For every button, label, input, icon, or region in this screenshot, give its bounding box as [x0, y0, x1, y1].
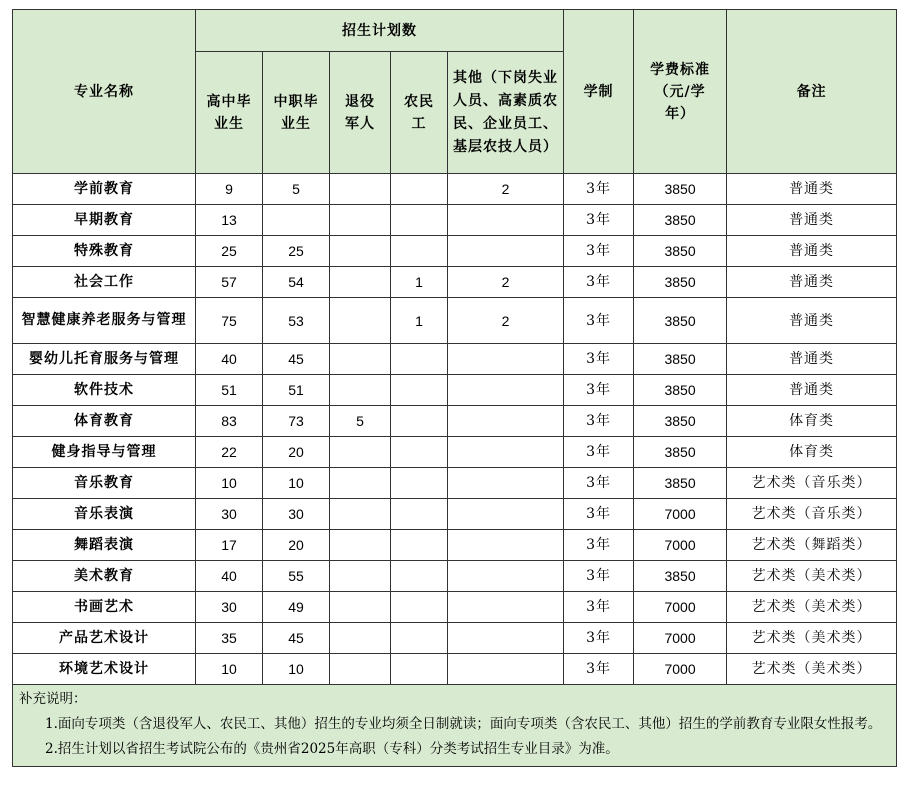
- cell-note: 普通类: [727, 205, 897, 236]
- cell-vocational: 25: [263, 236, 330, 267]
- table-row: [13, 267, 897, 298]
- header-vocational: 中职毕业生: [263, 52, 330, 174]
- cell-duration: 3年: [564, 623, 634, 654]
- cell-veteran: [330, 437, 391, 468]
- cell-note: 体育类: [727, 406, 897, 437]
- cell-high-school: 22: [196, 437, 263, 468]
- cell-veteran: [330, 375, 391, 406]
- cell-note: 艺术类（美术类）: [727, 623, 897, 654]
- cell-veteran: [330, 654, 391, 685]
- table-row: [13, 468, 897, 499]
- header-migrant-worker: 农民工: [391, 52, 448, 174]
- cell-note: 普通类: [727, 236, 897, 267]
- cell-high-school: 25: [196, 236, 263, 267]
- cell-other: [448, 561, 564, 592]
- cell-tuition: 3850: [634, 437, 727, 468]
- cell-migrant-worker: 1: [391, 298, 448, 344]
- cell-major: 环境艺术设计: [13, 654, 196, 685]
- cell-tuition: 3850: [634, 468, 727, 499]
- cell-veteran: [330, 298, 391, 344]
- cell-veteran: [330, 623, 391, 654]
- cell-duration: 3年: [564, 592, 634, 623]
- cell-migrant-worker: [391, 375, 448, 406]
- cell-duration: 3年: [564, 406, 634, 437]
- cell-tuition: 7000: [634, 530, 727, 561]
- cell-vocational: 53: [263, 298, 330, 344]
- cell-high-school: 9: [196, 174, 263, 205]
- cell-duration: 3年: [564, 437, 634, 468]
- cell-other: [448, 623, 564, 654]
- cell-other: 2: [448, 267, 564, 298]
- cell-vocational: 5: [263, 174, 330, 205]
- cell-other: [448, 530, 564, 561]
- header-other: 其他（下岗失业人员、高素质农民、企业员工、基层农技人员）: [448, 52, 564, 174]
- cell-other: [448, 205, 564, 236]
- cell-major: 产品艺术设计: [13, 623, 196, 654]
- cell-duration: 3年: [564, 375, 634, 406]
- header-high-school: 高中毕业生: [196, 52, 263, 174]
- cell-duration: 3年: [564, 298, 634, 344]
- cell-note: 艺术类（舞蹈类）: [727, 530, 897, 561]
- cell-other: [448, 236, 564, 267]
- cell-note: 艺术类（美术类）: [727, 592, 897, 623]
- cell-vocational: 54: [263, 267, 330, 298]
- cell-note: 普通类: [727, 174, 897, 205]
- cell-vocational: 45: [263, 344, 330, 375]
- cell-duration: 3年: [564, 174, 634, 205]
- cell-major: 智慧健康养老服务与管理: [13, 298, 196, 344]
- cell-major: 美术教育: [13, 561, 196, 592]
- table-row: [13, 344, 897, 375]
- table-row: [13, 654, 897, 685]
- cell-migrant-worker: [391, 561, 448, 592]
- cell-migrant-worker: [391, 468, 448, 499]
- cell-duration: 3年: [564, 561, 634, 592]
- cell-tuition: 3850: [634, 406, 727, 437]
- cell-migrant-worker: [391, 623, 448, 654]
- table-row: [13, 592, 897, 623]
- cell-tuition: 3850: [634, 561, 727, 592]
- cell-tuition: 7000: [634, 499, 727, 530]
- header-major: 专业名称: [13, 10, 196, 174]
- cell-major: 社会工作: [13, 267, 196, 298]
- header-note: 备注: [727, 10, 897, 174]
- cell-high-school: 10: [196, 468, 263, 499]
- cell-major: 学前教育: [13, 174, 196, 205]
- table-row: [13, 205, 897, 236]
- cell-veteran: [330, 267, 391, 298]
- cell-veteran: [330, 499, 391, 530]
- cell-migrant-worker: [391, 592, 448, 623]
- cell-other: [448, 375, 564, 406]
- cell-duration: 3年: [564, 654, 634, 685]
- table-row: [13, 530, 897, 561]
- cell-vocational: 10: [263, 468, 330, 499]
- cell-tuition: 3850: [634, 344, 727, 375]
- cell-major: 特殊教育: [13, 236, 196, 267]
- enrollment-plan-table: [12, 9, 897, 767]
- cell-major: 舞蹈表演: [13, 530, 196, 561]
- table-row: [13, 499, 897, 530]
- cell-tuition: 3850: [634, 375, 727, 406]
- cell-other: [448, 592, 564, 623]
- cell-high-school: 13: [196, 205, 263, 236]
- header-duration: 学制: [564, 10, 634, 174]
- cell-duration: 3年: [564, 530, 634, 561]
- cell-duration: 3年: [564, 236, 634, 267]
- cell-veteran: [330, 344, 391, 375]
- cell-veteran: [330, 205, 391, 236]
- note-item-1: 1.面向专项类（含退役军人、农民工、其他）招生的专业均须全日制就读；面向专项类（含农民工、其他）招生的学前教育专业限女性报考。: [45, 716, 882, 732]
- cell-high-school: 30: [196, 592, 263, 623]
- cell-veteran: [330, 530, 391, 561]
- cell-note: 艺术类（美术类）: [727, 654, 897, 685]
- table-row: [13, 236, 897, 267]
- cell-migrant-worker: [391, 406, 448, 437]
- cell-major: 软件技术: [13, 375, 196, 406]
- cell-tuition: 3850: [634, 236, 727, 267]
- cell-note: 艺术类（音乐类）: [727, 468, 897, 499]
- cell-other: 2: [448, 174, 564, 205]
- cell-tuition: 7000: [634, 654, 727, 685]
- cell-high-school: 51: [196, 375, 263, 406]
- cell-high-school: 75: [196, 298, 263, 344]
- cell-duration: 3年: [564, 344, 634, 375]
- cell-other: [448, 654, 564, 685]
- cell-migrant-worker: [391, 344, 448, 375]
- cell-vocational: 49: [263, 592, 330, 623]
- cell-other: [448, 499, 564, 530]
- cell-major: 体育教育: [13, 406, 196, 437]
- cell-veteran: [330, 468, 391, 499]
- table-row: [13, 437, 897, 468]
- cell-vocational: 20: [263, 530, 330, 561]
- cell-major: 音乐教育: [13, 468, 196, 499]
- table-body: [13, 174, 897, 685]
- cell-major: 早期教育: [13, 205, 196, 236]
- table-row: [13, 375, 897, 406]
- cell-note: 艺术类（美术类）: [727, 561, 897, 592]
- cell-migrant-worker: [391, 236, 448, 267]
- cell-other: [448, 406, 564, 437]
- header-plan-group: 招生计划数: [196, 10, 564, 52]
- cell-duration: 3年: [564, 499, 634, 530]
- cell-tuition: 7000: [634, 623, 727, 654]
- cell-note: 普通类: [727, 344, 897, 375]
- cell-tuition: 3850: [634, 174, 727, 205]
- supplementary-notes: [13, 685, 897, 767]
- cell-migrant-worker: 1: [391, 267, 448, 298]
- cell-high-school: 40: [196, 561, 263, 592]
- cell-note: 普通类: [727, 375, 897, 406]
- cell-veteran: [330, 561, 391, 592]
- cell-vocational: 45: [263, 623, 330, 654]
- cell-vocational: 10: [263, 654, 330, 685]
- cell-note: 艺术类（音乐类）: [727, 499, 897, 530]
- cell-veteran: [330, 592, 391, 623]
- cell-high-school: 83: [196, 406, 263, 437]
- table-row: [13, 561, 897, 592]
- cell-vocational: 73: [263, 406, 330, 437]
- cell-high-school: 17: [196, 530, 263, 561]
- cell-tuition: 3850: [634, 267, 727, 298]
- cell-major: 健身指导与管理: [13, 437, 196, 468]
- cell-tuition: 3850: [634, 205, 727, 236]
- cell-veteran: [330, 236, 391, 267]
- table-row: [13, 174, 897, 205]
- cell-vocational: 55: [263, 561, 330, 592]
- cell-note: 体育类: [727, 437, 897, 468]
- cell-high-school: 30: [196, 499, 263, 530]
- cell-tuition: 3850: [634, 298, 727, 344]
- cell-vocational: [263, 205, 330, 236]
- cell-migrant-worker: [391, 205, 448, 236]
- cell-note: 普通类: [727, 298, 897, 344]
- cell-high-school: 10: [196, 654, 263, 685]
- cell-migrant-worker: [391, 654, 448, 685]
- note-item-2: 2.招生计划以省招生考试院公布的《贵州省2025年高职（专科）分类考试招生专业目录》为准。: [45, 741, 619, 757]
- notes-title: 补充说明：: [19, 691, 87, 707]
- cell-vocational: 20: [263, 437, 330, 468]
- header-veteran: 退役军人: [330, 52, 391, 174]
- cell-vocational: 30: [263, 499, 330, 530]
- table-row: [13, 406, 897, 437]
- cell-high-school: 40: [196, 344, 263, 375]
- cell-note: 普通类: [727, 267, 897, 298]
- cell-migrant-worker: [391, 499, 448, 530]
- cell-veteran: 5: [330, 406, 391, 437]
- cell-vocational: 51: [263, 375, 330, 406]
- cell-other: [448, 437, 564, 468]
- cell-duration: 3年: [564, 205, 634, 236]
- table-row: [13, 623, 897, 654]
- cell-duration: 3年: [564, 468, 634, 499]
- cell-major: 婴幼儿托育服务与管理: [13, 344, 196, 375]
- cell-other: [448, 468, 564, 499]
- cell-high-school: 57: [196, 267, 263, 298]
- header-tuition: 学费标准（元/学年）: [634, 10, 727, 174]
- cell-other: 2: [448, 298, 564, 344]
- cell-migrant-worker: [391, 174, 448, 205]
- cell-tuition: 7000: [634, 592, 727, 623]
- cell-veteran: [330, 174, 391, 205]
- cell-duration: 3年: [564, 267, 634, 298]
- cell-migrant-worker: [391, 437, 448, 468]
- cell-migrant-worker: [391, 530, 448, 561]
- cell-high-school: 35: [196, 623, 263, 654]
- cell-major: 书画艺术: [13, 592, 196, 623]
- cell-other: [448, 344, 564, 375]
- cell-major: 音乐表演: [13, 499, 196, 530]
- table-row: [13, 298, 897, 344]
